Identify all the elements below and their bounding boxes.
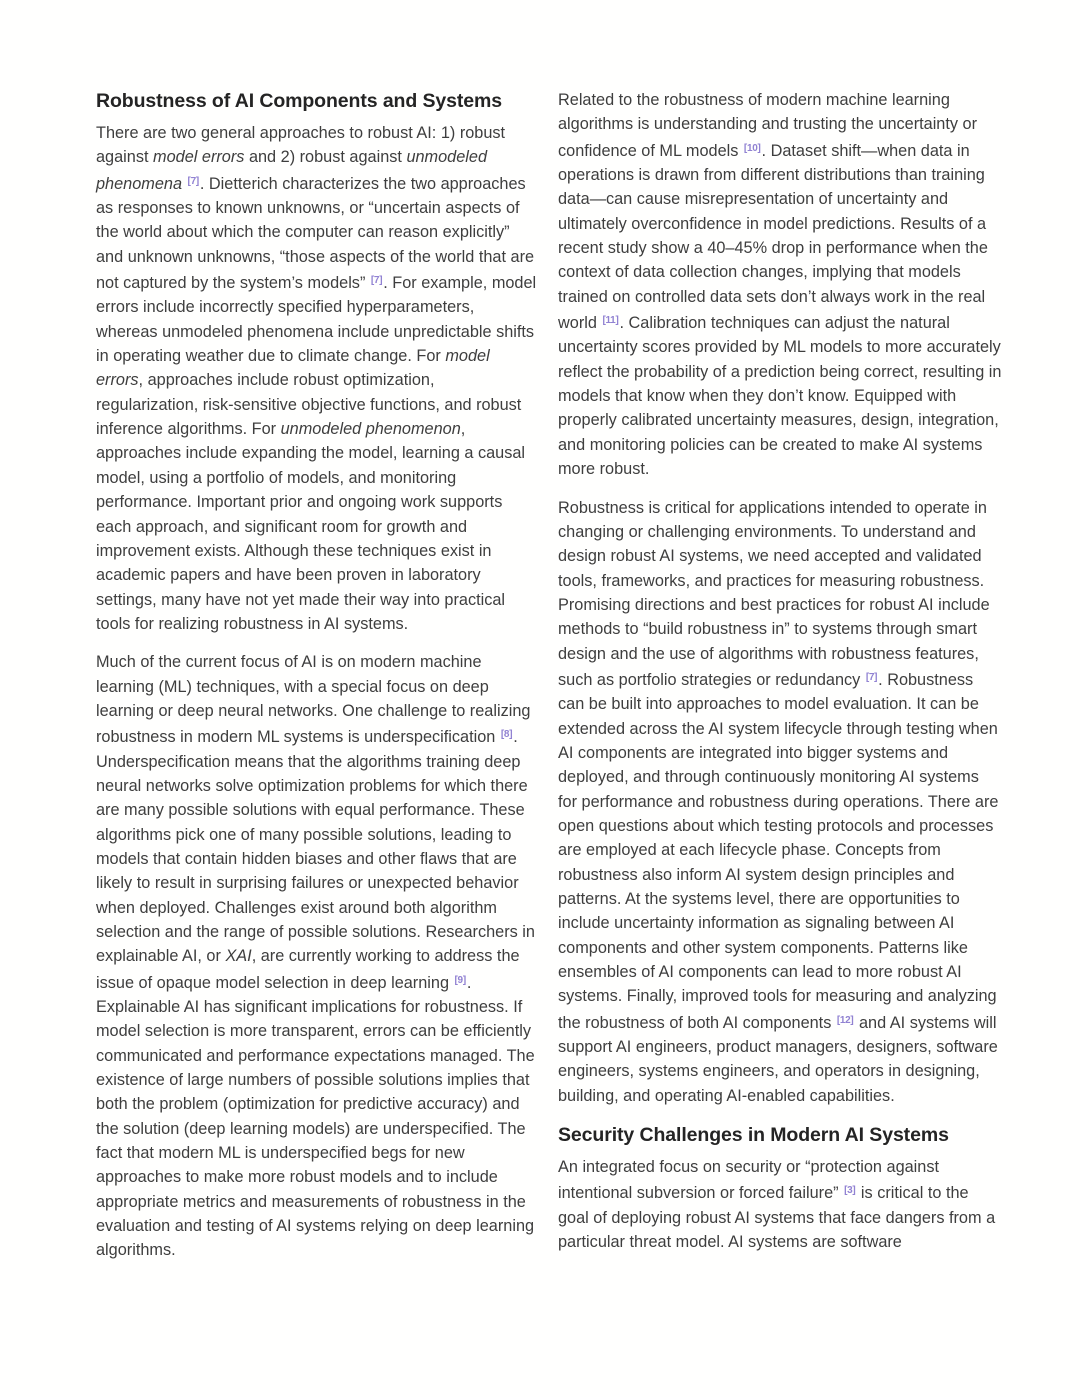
text-segment: is critical to the goal of deploying robust AI systems that face dangers from a particular threat model. AI systems are software xyxy=(558,1184,996,1252)
citation-ref[interactable]: [3] xyxy=(844,1185,856,1197)
citation-ref[interactable]: [10] xyxy=(743,142,761,154)
paragraph-security-intro xyxy=(558,1155,1002,1254)
right-column xyxy=(558,88,1002,1277)
italic-text-segment: unmodeled phenomenon xyxy=(280,420,461,439)
paragraph-uncertainty-calibration xyxy=(558,88,1002,482)
text-segment: and 2) robust against xyxy=(244,148,407,167)
italic-text-segment: model errors xyxy=(96,347,490,390)
text-segment: Robustness is critical for applications intended to operate in changing or challenging environments. To understand and design robust AI systems, we need accepted and validated tools, frameworks, and practices for measuring robustness. Promising directions and best practices for robust AI include methods to “build robustness in” to systems through smart design and the use of algorithms with robustness features, such as portfolio strategies or redundancy xyxy=(558,498,990,689)
citation-ref[interactable]: [7] xyxy=(187,175,199,187)
section-heading-security: Security Challenges in Modern AI Systems xyxy=(558,1124,949,1147)
text-segment: . Underspecification means that the algorithms training deep neural networks solve optimization problems for which there are many possible solutions with equal performance. These algorithms pick one of many possible solutions, leading to models that contain hidden biases and other flaws that are likely to result in surprising failures or unexpected behavior when deployed. Challenges exist around both algorithm selection and the range of possible solutions. Researchers in explainable AI, or xyxy=(96,728,535,966)
left-column xyxy=(96,88,540,1277)
text-segment: , approaches include robust optimization, regularization, risk-sensitive objective functions, and robust inference algorithms. For xyxy=(96,371,522,439)
two-column-layout xyxy=(96,88,1002,1277)
paragraph-underspecification xyxy=(96,650,540,1263)
text-segment: . For example, model errors include incorrectly specified hyperparameters, whereas unmodeled phenomena include unpredictable shifts in operating weather due to climate change. For xyxy=(96,274,537,366)
text-segment: , are currently working to address the issue of opaque model selection in deep learning xyxy=(96,947,520,992)
text-segment: and AI systems will support AI engineers, product managers, designers, software engineers, systems engineers, and operators in designing, building, and operating AI-enabled capabilities. xyxy=(558,1013,998,1105)
text-segment: . Explainable AI has significant implications for robustness. If model selection is more transparent, errors can be efficiently communicated and performance expectations managed. The existence of large numbers of possible solutions implies that both the problem (optimization for predictive accuracy) and the solution (deep learning models) are underspecified. The fact that modern ML is underspecified begs for new approaches to make more robust models and to include appropriate metrics and measurements of robustness in the evaluation and testing of AI systems relying on deep learning algorithms. xyxy=(96,973,535,1260)
italic-text-segment: XAI xyxy=(225,947,252,966)
text-segment: Related to the robustness of modern machine learning algorithms is understanding and trusting the uncertainty or confidence of ML models xyxy=(558,91,978,160)
citation-ref[interactable]: [11] xyxy=(602,315,619,327)
italic-text-segment: unmodeled phenomena xyxy=(96,148,488,193)
citation-ref[interactable]: [8] xyxy=(500,729,513,741)
text-segment: An integrated focus on security or “protection against intentional subversion or forced failure” xyxy=(558,1158,940,1203)
italic-text-segment: model errors xyxy=(153,148,245,167)
text-segment: . Dietterich characterizes the two approaches as responses to known unknowns, or “uncertain aspects of the world about which the computer can reason explicitly” and unknown unknowns, “those aspects of the world that are not captured by the system’s models” xyxy=(96,174,535,293)
text-segment: , approaches include expanding the model, learning a causal model, using a portfolio of models, and monitoring performance. Important prior and ongoing work supports each approach, and significant room for growth and improvement exists. Although these techniques exist in academic papers and have been proven in laboratory settings, many have not yet made their way into practical tools for realizing robustness in AI systems. xyxy=(96,420,526,633)
text-segment: . Robustness can be built into approaches to model evaluation. It can be extended across the AI system lifecycle through testing when AI components are integrated into bigger systems and deployed, and through continuously monitoring AI systems for performance and robustness during operations. There are open questions about which testing protocols and processes are employed at each lifecycle phase. Concepts from robustness also inform AI system design principles and patterns. At the systems level, there are opportunities to include uncertainty information as signaling between AI components and other system components. Patterns like ensembles of AI components can lead to more robust AI systems. Finally, improved tools for measuring and analyzing the robustness of both AI components xyxy=(558,670,999,1032)
citation-ref[interactable]: [7] xyxy=(370,275,383,287)
text-segment xyxy=(182,175,187,193)
section-heading-robustness: Robustness of AI Components and Systems xyxy=(96,90,503,112)
citation-ref[interactable]: [9] xyxy=(454,974,466,986)
paragraph-robustness-approaches xyxy=(96,121,540,636)
paragraph-robustness-lifecycle xyxy=(558,496,1002,1109)
text-segment: Much of the current focus of AI is on modern machine learning (ML) techniques, with a special focus on deep learning or deep neural networks. One challenge to realizing robustness in modern ML systems is underspecification xyxy=(96,653,531,747)
citation-ref[interactable]: [7] xyxy=(865,671,878,683)
text-segment: . Calibration techniques can adjust the natural uncertainty scores provided by ML models to more accurately reflect the probability of a prediction being correct, resulting in models that know when they don’t know. Equipped with properly calibrated uncertainty measures, design, integration, and monitoring policies can be created to make AI systems more robust. xyxy=(558,314,1002,479)
citation-ref[interactable]: [12] xyxy=(836,1014,854,1026)
text-segment: There are two general approaches to robust AI: 1) robust against xyxy=(96,124,506,167)
text-segment: . Dataset shift—when data in operations is drawn from different distributions than training data—can cause misrepresentation of uncertainty and ultimately overconfidence in model predictions. Results of a recent study show a 40–45% drop in performance when the context of data collection changes, implying that models trained on controlled data sets don’t always work in the real world xyxy=(558,141,988,333)
